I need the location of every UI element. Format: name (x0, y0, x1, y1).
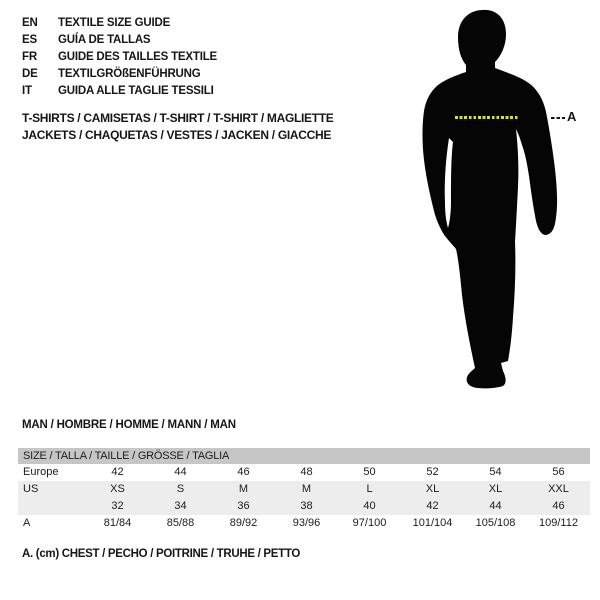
table-cell: 50 (363, 466, 376, 478)
table-row-us (18, 481, 590, 498)
row-label (18, 498, 86, 515)
table-cell: 89/92 (229, 517, 258, 529)
row-label: A (23, 517, 31, 529)
lang-code: FR (22, 50, 37, 63)
table-cell: 34 (174, 500, 187, 512)
table-cell: M (238, 483, 249, 495)
table-cell: 56 (552, 466, 565, 478)
measurement-footnote: A. (cm) CHEST / PECHO / POITRINE / TRUHE / PETTO (22, 548, 301, 560)
language-row (22, 14, 217, 31)
lang-code: ES (22, 33, 37, 46)
language-row (22, 82, 217, 99)
table-cell: 38 (300, 500, 313, 512)
section-title: MAN / HOMBRE / HOMME / MANN / MAN (22, 419, 236, 431)
table-cell: 46 (237, 466, 250, 478)
row-label: US (23, 483, 39, 495)
table-cell: 44 (489, 500, 502, 512)
table-cell: XXL (548, 483, 569, 495)
lang-label: GUIDE DES TAILLES TEXTILE (58, 50, 217, 63)
table-cell: 44 (174, 466, 187, 478)
table-cell: 36 (237, 500, 250, 512)
table-cell: 54 (489, 466, 502, 478)
table-cell: S (176, 483, 185, 495)
language-row (22, 48, 217, 65)
table-row-europe (18, 464, 590, 481)
table-cell: 81/84 (103, 517, 132, 529)
size-table (18, 448, 590, 532)
lang-code: DE (22, 67, 38, 80)
lang-label: GUÍA DE TALLAS (58, 33, 151, 46)
size-table-header: SIZE / TALLA / TAILLE / GRÖSSE / TAGLIA (18, 448, 590, 464)
table-cell: 105/108 (475, 517, 516, 529)
table-cell: M (301, 483, 312, 495)
table-cell: XL (488, 483, 503, 495)
lang-code: IT (22, 84, 32, 97)
table-cell: 97/100 (352, 517, 387, 529)
category-list (22, 110, 334, 144)
lang-code: EN (22, 16, 38, 29)
category-line-jackets: JACKETS / CHAQUETAS / VESTES / JACKEN / GIACCHE (22, 128, 332, 142)
table-cell: 46 (552, 500, 565, 512)
table-cell: 32 (111, 500, 124, 512)
table-cell: L (366, 483, 373, 495)
table-cell: XS (110, 483, 125, 495)
language-list (22, 14, 217, 99)
table-cell: XL (425, 483, 440, 495)
table-cell: 48 (300, 466, 313, 478)
table-cell: 109/112 (539, 517, 578, 529)
man-silhouette-image (415, 5, 587, 397)
lang-label: TEXTILGRÖßENFÜHRUNG (58, 67, 201, 80)
lang-label: TEXTILE SIZE GUIDE (58, 16, 171, 29)
table-cell: 40 (363, 500, 376, 512)
table-cell: 93/96 (292, 517, 321, 529)
lang-label: GUIDA ALLE TAGLIE TESSILI (58, 84, 214, 97)
table-cell: 42 (426, 500, 439, 512)
table-row-chest-a (18, 515, 590, 532)
chest-measure-line (455, 116, 519, 119)
language-row (22, 31, 217, 48)
table-row-us-numeric (18, 498, 590, 515)
measure-extension-line (551, 117, 565, 119)
table-cell: 101/104 (412, 517, 453, 529)
language-row (22, 65, 217, 82)
table-cell: 85/88 (166, 517, 195, 529)
table-cell: 52 (426, 466, 439, 478)
table-cell: 42 (111, 466, 124, 478)
measure-label-a: A (567, 109, 577, 124)
category-line-tshirts: T-SHIRTS / CAMISETAS / T-SHIRT / T-SHIRT / MAGLIETTE (22, 111, 334, 125)
model-figure (415, 5, 587, 397)
row-label: Europe (23, 466, 59, 478)
